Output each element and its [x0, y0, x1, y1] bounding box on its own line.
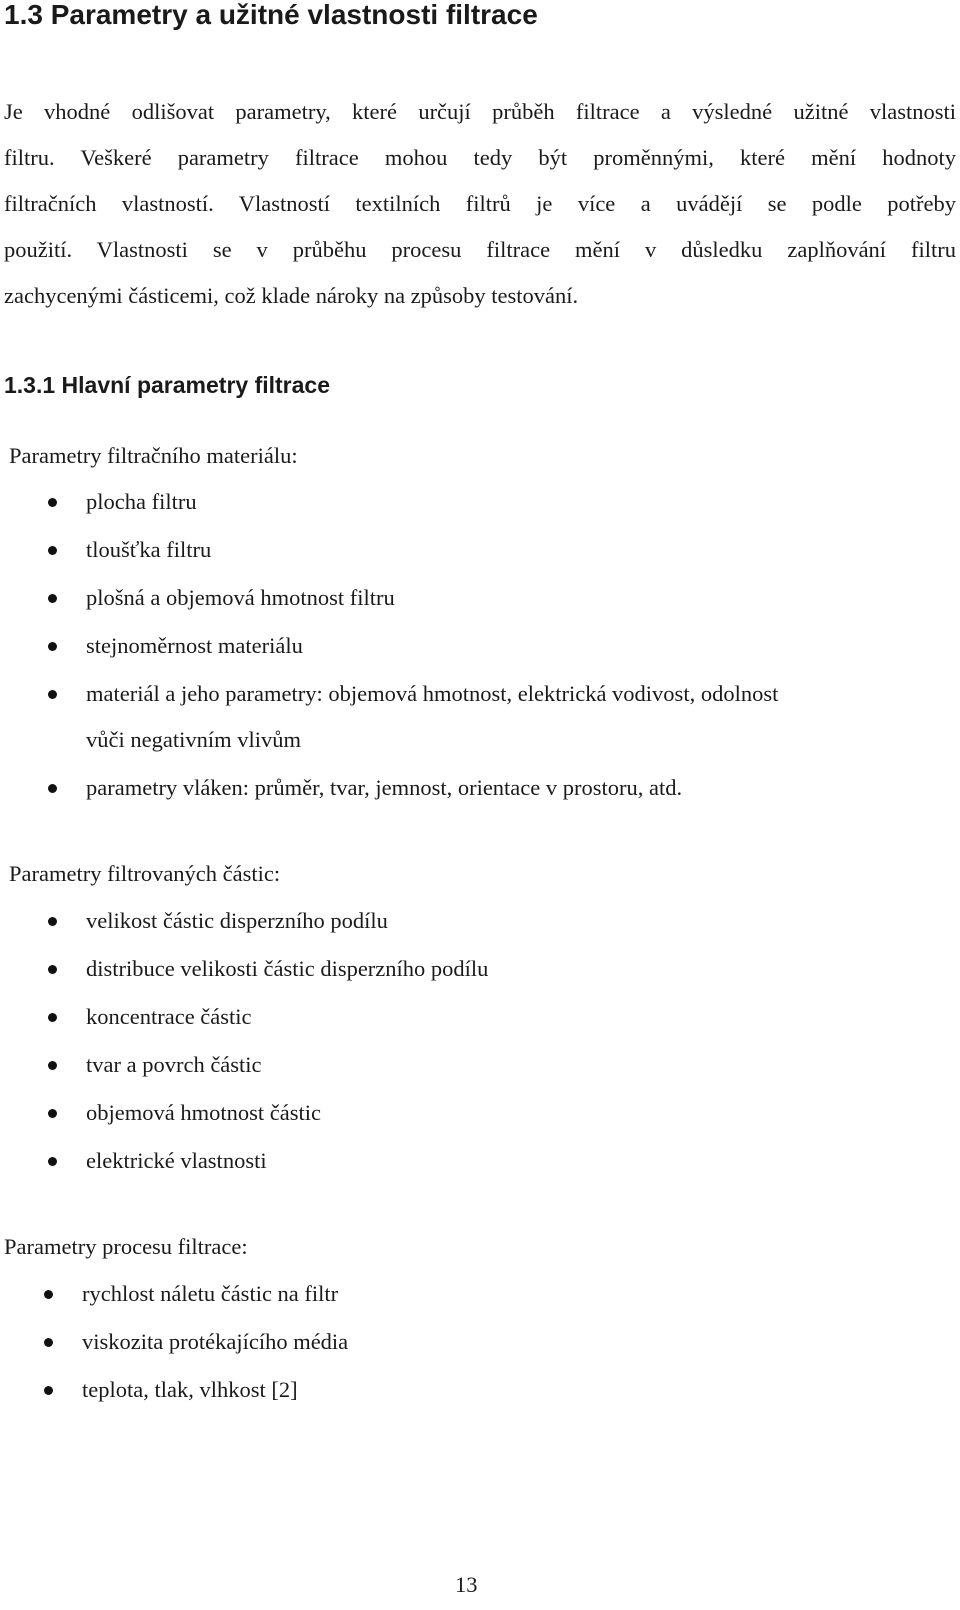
subsection-heading: 1.3.1 Hlavní parametry filtrace	[4, 372, 330, 398]
list-item-text	[86, 681, 778, 753]
list-item-text: rychlost náletu částic na filtr	[82, 1281, 339, 1306]
bullet-icon	[44, 1386, 53, 1395]
page-number: 13	[455, 1572, 478, 1597]
bullet-icon	[48, 690, 57, 699]
list-item-text: parametry vláken: průměr, tvar, jemnost, orientace v prostoru, atd.	[86, 775, 683, 800]
list-item-text: teplota, tlak, vlhkost [2]	[82, 1377, 298, 1402]
intro-line: zachycenými částicemi, což klade nároky na způsoby testování.	[4, 283, 579, 308]
list-item-line: materiál a jeho parametry: objemová hmotnost, elektrická vodivost, odolnost	[86, 681, 779, 706]
bullet-icon	[44, 1290, 53, 1299]
bullet-icon	[48, 546, 57, 555]
bullet-icon	[48, 1013, 57, 1022]
bullet-icon	[48, 1109, 57, 1118]
intro-line: filtru. Veškeré parametry filtrace mohou tedy být proměnnými, které mění hodnoty	[4, 145, 956, 170]
list-item-text: velikost částic disperzního podílu	[86, 908, 388, 933]
bullet-icon	[48, 784, 57, 793]
bullet-icon	[48, 498, 57, 507]
list-item-text: distribuce velikosti částic disperzního podílu	[86, 956, 489, 981]
list-item-text: stejnoměrnost materiálu	[86, 633, 303, 658]
bullet-icon	[48, 642, 57, 651]
list-item-text: viskozita protékajícího média	[82, 1329, 349, 1354]
list-item-text: objemová hmotnost částic	[86, 1100, 321, 1125]
intro-line: Je vhodné odlišovat parametry, které určují průběh filtrace a výsledné užitné vlastnosti	[4, 99, 956, 124]
bullet-icon	[44, 1338, 53, 1347]
list-item-text: elektrické vlastnosti	[86, 1148, 267, 1173]
list-item-text: tloušťka filtru	[86, 537, 212, 562]
section-heading: 1.3 Parametry a užitné vlastnosti filtrace	[4, 0, 538, 30]
list-item-text: koncentrace částic	[86, 1004, 252, 1029]
group-title-material: Parametry filtračního materiálu:	[9, 443, 298, 468]
bullet-icon	[48, 917, 57, 926]
intro-line: použití. Vlastnosti se v průběhu procesu filtrace mění v důsledku zaplňování filtru	[4, 237, 956, 262]
bullet-icon	[48, 1157, 57, 1166]
list-item-line: vůči negativním vlivům	[86, 727, 301, 752]
intro-line: filtračních vlastností. Vlastností textilních filtrů je více a uvádějí se podle potřeby	[4, 191, 956, 216]
intro-paragraph	[4, 89, 956, 319]
bullet-icon	[48, 1061, 57, 1070]
list-item-text: plocha filtru	[86, 489, 197, 514]
bullet-icon	[48, 965, 57, 974]
group-title-particles: Parametry filtrovaných částic:	[9, 861, 281, 886]
bullet-icon	[48, 594, 57, 603]
list-item-text: plošná a objemová hmotnost filtru	[86, 585, 395, 610]
list-item-text: tvar a povrch částic	[86, 1052, 262, 1077]
group-title-process: Parametry procesu filtrace:	[4, 1234, 248, 1259]
